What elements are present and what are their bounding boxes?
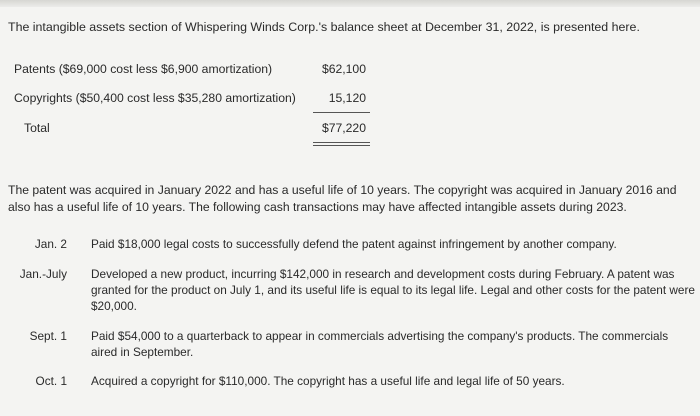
transaction-date: Jan. 2 — [34, 237, 67, 251]
transaction-description: Acquired a copyright for $110,000. The copyright has a useful life and legal life of 50 years. — [91, 374, 565, 388]
total-label: Total — [24, 121, 50, 135]
description-paragraph: The patent was acquired in January 2022 and has a useful life of 10 years. The copyright was acquired in January 2016 and also has a useful life of 10 years. The following cash transactions may have affected intangible assets during 2023. — [8, 183, 677, 214]
transaction-description: Paid $54,000 to a quarterback to appear in commercials advertising the company's products. The commercials aired in September. — [91, 329, 669, 359]
asset-row-copyrights — [0, 91, 700, 109]
asset-row-patents — [0, 62, 700, 80]
total-double-rule-bottom — [313, 145, 370, 146]
total-double-rule-top — [313, 142, 370, 143]
top-divider — [0, 0, 700, 7]
total-amount: $77,220 — [321, 121, 366, 135]
asset-label: Patents ($69,000 cost less $6,900 amortization) — [14, 62, 273, 76]
asset-amount: $62,100 — [321, 62, 366, 76]
transaction-date: Jan.-July — [19, 267, 67, 281]
asset-row-total — [0, 121, 700, 139]
subtotal-rule — [313, 112, 370, 113]
asset-label: Copyrights ($50,400 cost less $35,280 amortization) — [14, 91, 296, 105]
transaction-date: Sept. 1 — [29, 329, 67, 343]
asset-amount: 15,120 — [328, 91, 366, 105]
transaction-date: Oct. 1 — [35, 374, 67, 388]
transaction-description: Developed a new product, incurring $142,000 in research and development costs during February. A patent was granted for the product on July 1, and its useful life is equal to its legal life. Legal and other costs for the patent were $20,000. — [91, 267, 695, 313]
intro-text: The intangible assets section of Whispering Winds Corp.'s balance sheet at December 31, 2022, is presented here. — [8, 20, 640, 34]
transaction-description: Paid $18,000 legal costs to successfully defend the patent against infringement by another company. — [91, 237, 617, 251]
